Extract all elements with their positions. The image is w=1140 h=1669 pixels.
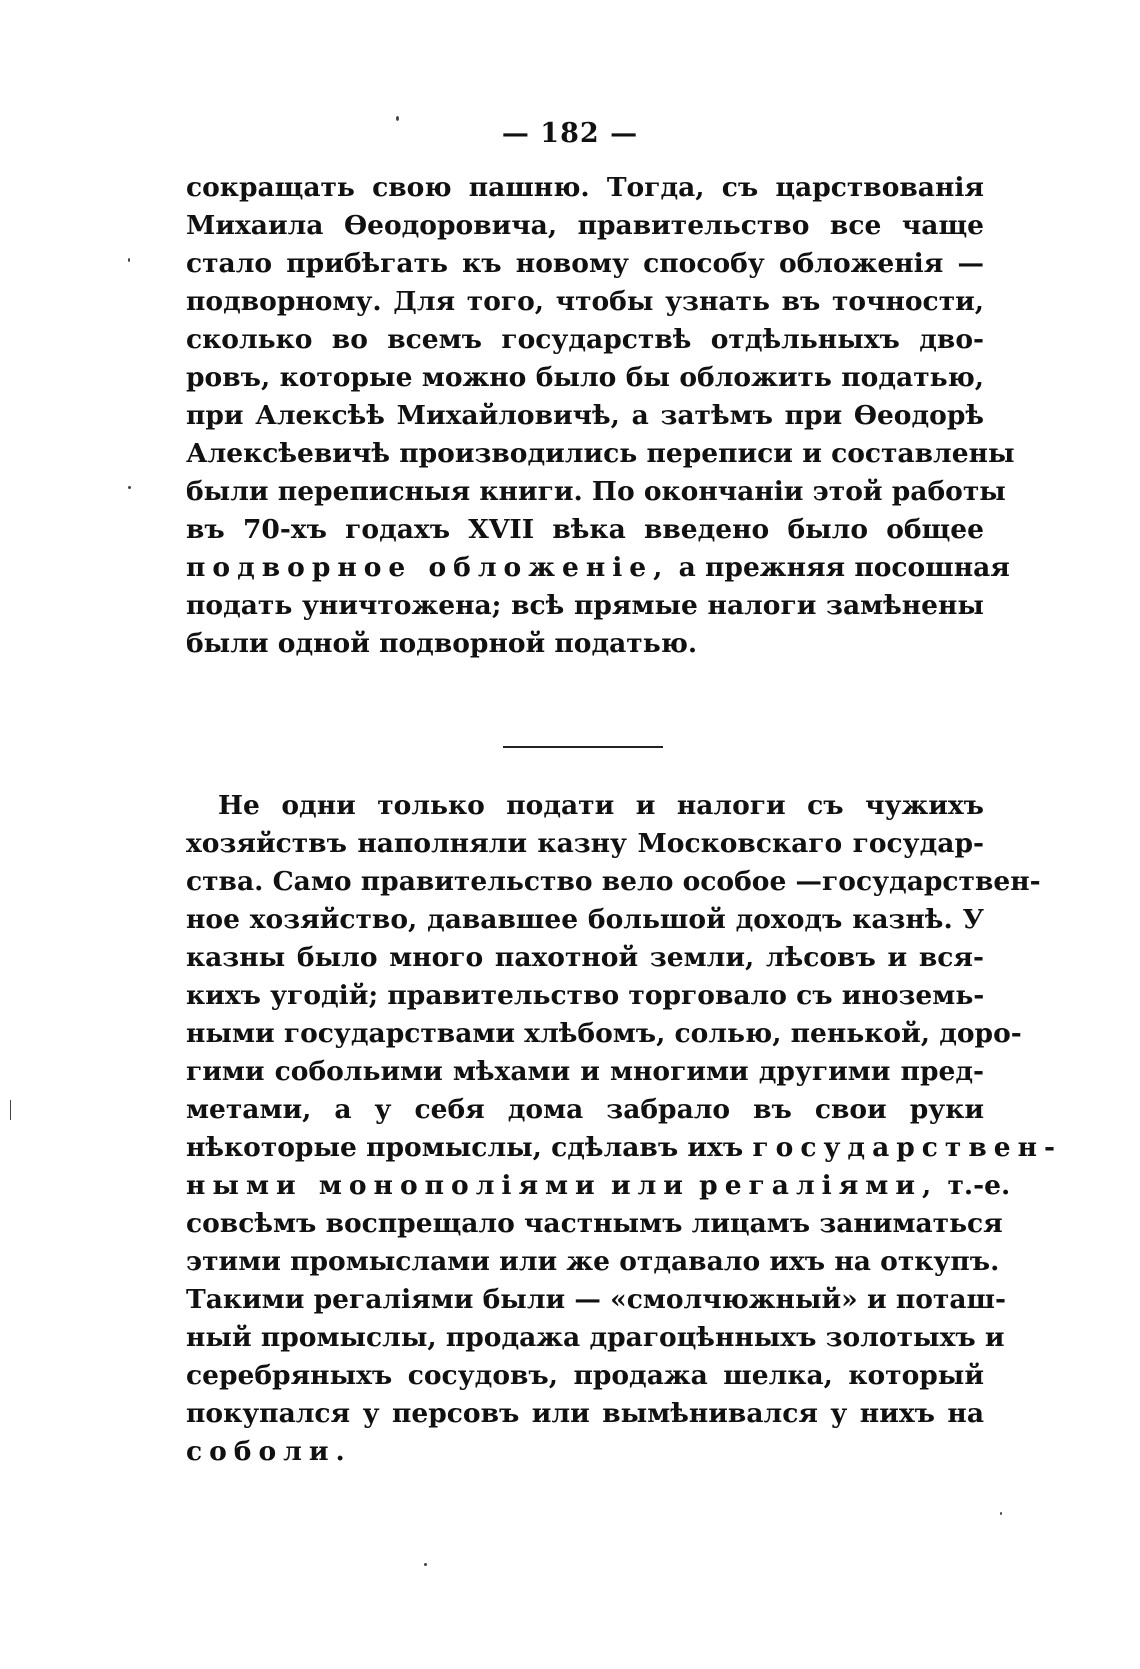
emphasis-spaced: подворное обложеніе, [186, 552, 670, 583]
text-line: подать уничтожена; всѣ прямые налоги замѣнены [186, 590, 984, 621]
text-line: ства. Само правительство вело особое —государствен- [186, 866, 1041, 897]
text-line [186, 1132, 1063, 1163]
text-line: ное хозяйство, дававшее большой доходъ казнѣ. У [186, 904, 984, 935]
text-fragment: а прежняя посошная [678, 552, 1010, 583]
section-divider [503, 746, 663, 748]
scan-speck [10, 1100, 11, 1120]
emphasis-spaced: соболи. [186, 1436, 352, 1467]
text-line: гими собольими мѣхами и многими другими пред- [186, 1056, 984, 1087]
text-line: этими промыслами или же отдавало ихъ на откупъ. [186, 1246, 1000, 1277]
text-line: хозяйствъ наполняли казну Московскаго государ- [186, 828, 984, 859]
emphasis-spaced: регаліями, [699, 1170, 939, 1201]
text-line: совсѣмъ воспрещало частнымъ лицамъ заниматься [186, 1208, 1003, 1239]
text-line: ный промыслы, продажа драгоцѣнныхъ золотыхъ и [186, 1322, 1005, 1353]
text-line: при Алексѣѣ Михайловичѣ, а затѣмъ при Өеодорѣ [186, 400, 984, 431]
text-line [186, 1436, 984, 1467]
scan-speck [424, 1563, 427, 1566]
text-line [186, 1170, 1011, 1201]
text-line: метами, а у себя дома забрало въ свои руки [186, 1094, 984, 1125]
scan-speck [396, 116, 399, 121]
text-line: сколько во всемъ государствѣ отдѣльныхъ дво- [186, 324, 984, 355]
scan-speck [1000, 1512, 1002, 1515]
text-line: были переписныя книги. По окончаніи этой работы [186, 476, 1006, 507]
text-line: въ 70-хъ годахъ XVII вѣка введено было общее [186, 514, 984, 545]
scan-speck [128, 486, 131, 489]
scan-speck [128, 258, 130, 262]
text-line: подворному. Для того, чтобы узнать въ точности, [186, 286, 984, 317]
emphasis-spaced: ными монополіями [186, 1170, 602, 1201]
text-line: ными государствами хлѣбомъ, солью, пенькой, доро- [186, 1018, 1022, 1049]
text-fragment: т.-е. [947, 1170, 1011, 1201]
text-line: сокращать свою пашню. Тогда, съ царствованія [186, 172, 984, 203]
text-line: Алексѣевичѣ производились переписи и составлены [186, 438, 1015, 469]
text-line: Такими регаліями были — «смолчюжный» и поташ- [186, 1284, 1006, 1315]
text-line: казны было много пахотной земли, лѣсовъ и вся- [186, 942, 984, 973]
text-line: кихъ угодій; правительство торговало съ иноземь- [186, 980, 985, 1011]
text-line [186, 552, 1010, 583]
text-line: ровъ, которые можно было бы обложить податью, [186, 362, 984, 393]
text-line: были одной подворной податью. [186, 628, 698, 659]
text-line: серебряныхъ сосудовъ, продажа шелка, который [186, 1360, 984, 1391]
text-fragment: или [610, 1170, 690, 1201]
text-line: стало прибѣгать къ новому способу обложенія — [186, 248, 984, 279]
text-fragment: нѣкоторые промыслы, сдѣлавъ ихъ [186, 1132, 744, 1163]
text-line: Михаила Өеодоровича, правительство все чаще [186, 210, 984, 241]
text-line: покупался у персовъ или вымѣнивался у нихъ на [186, 1398, 984, 1429]
page-number: — 182 — [501, 118, 639, 149]
emphasis-spaced: государствен- [752, 1132, 1063, 1163]
text-line: Не одни только подати и налоги съ чужихъ [218, 790, 984, 821]
